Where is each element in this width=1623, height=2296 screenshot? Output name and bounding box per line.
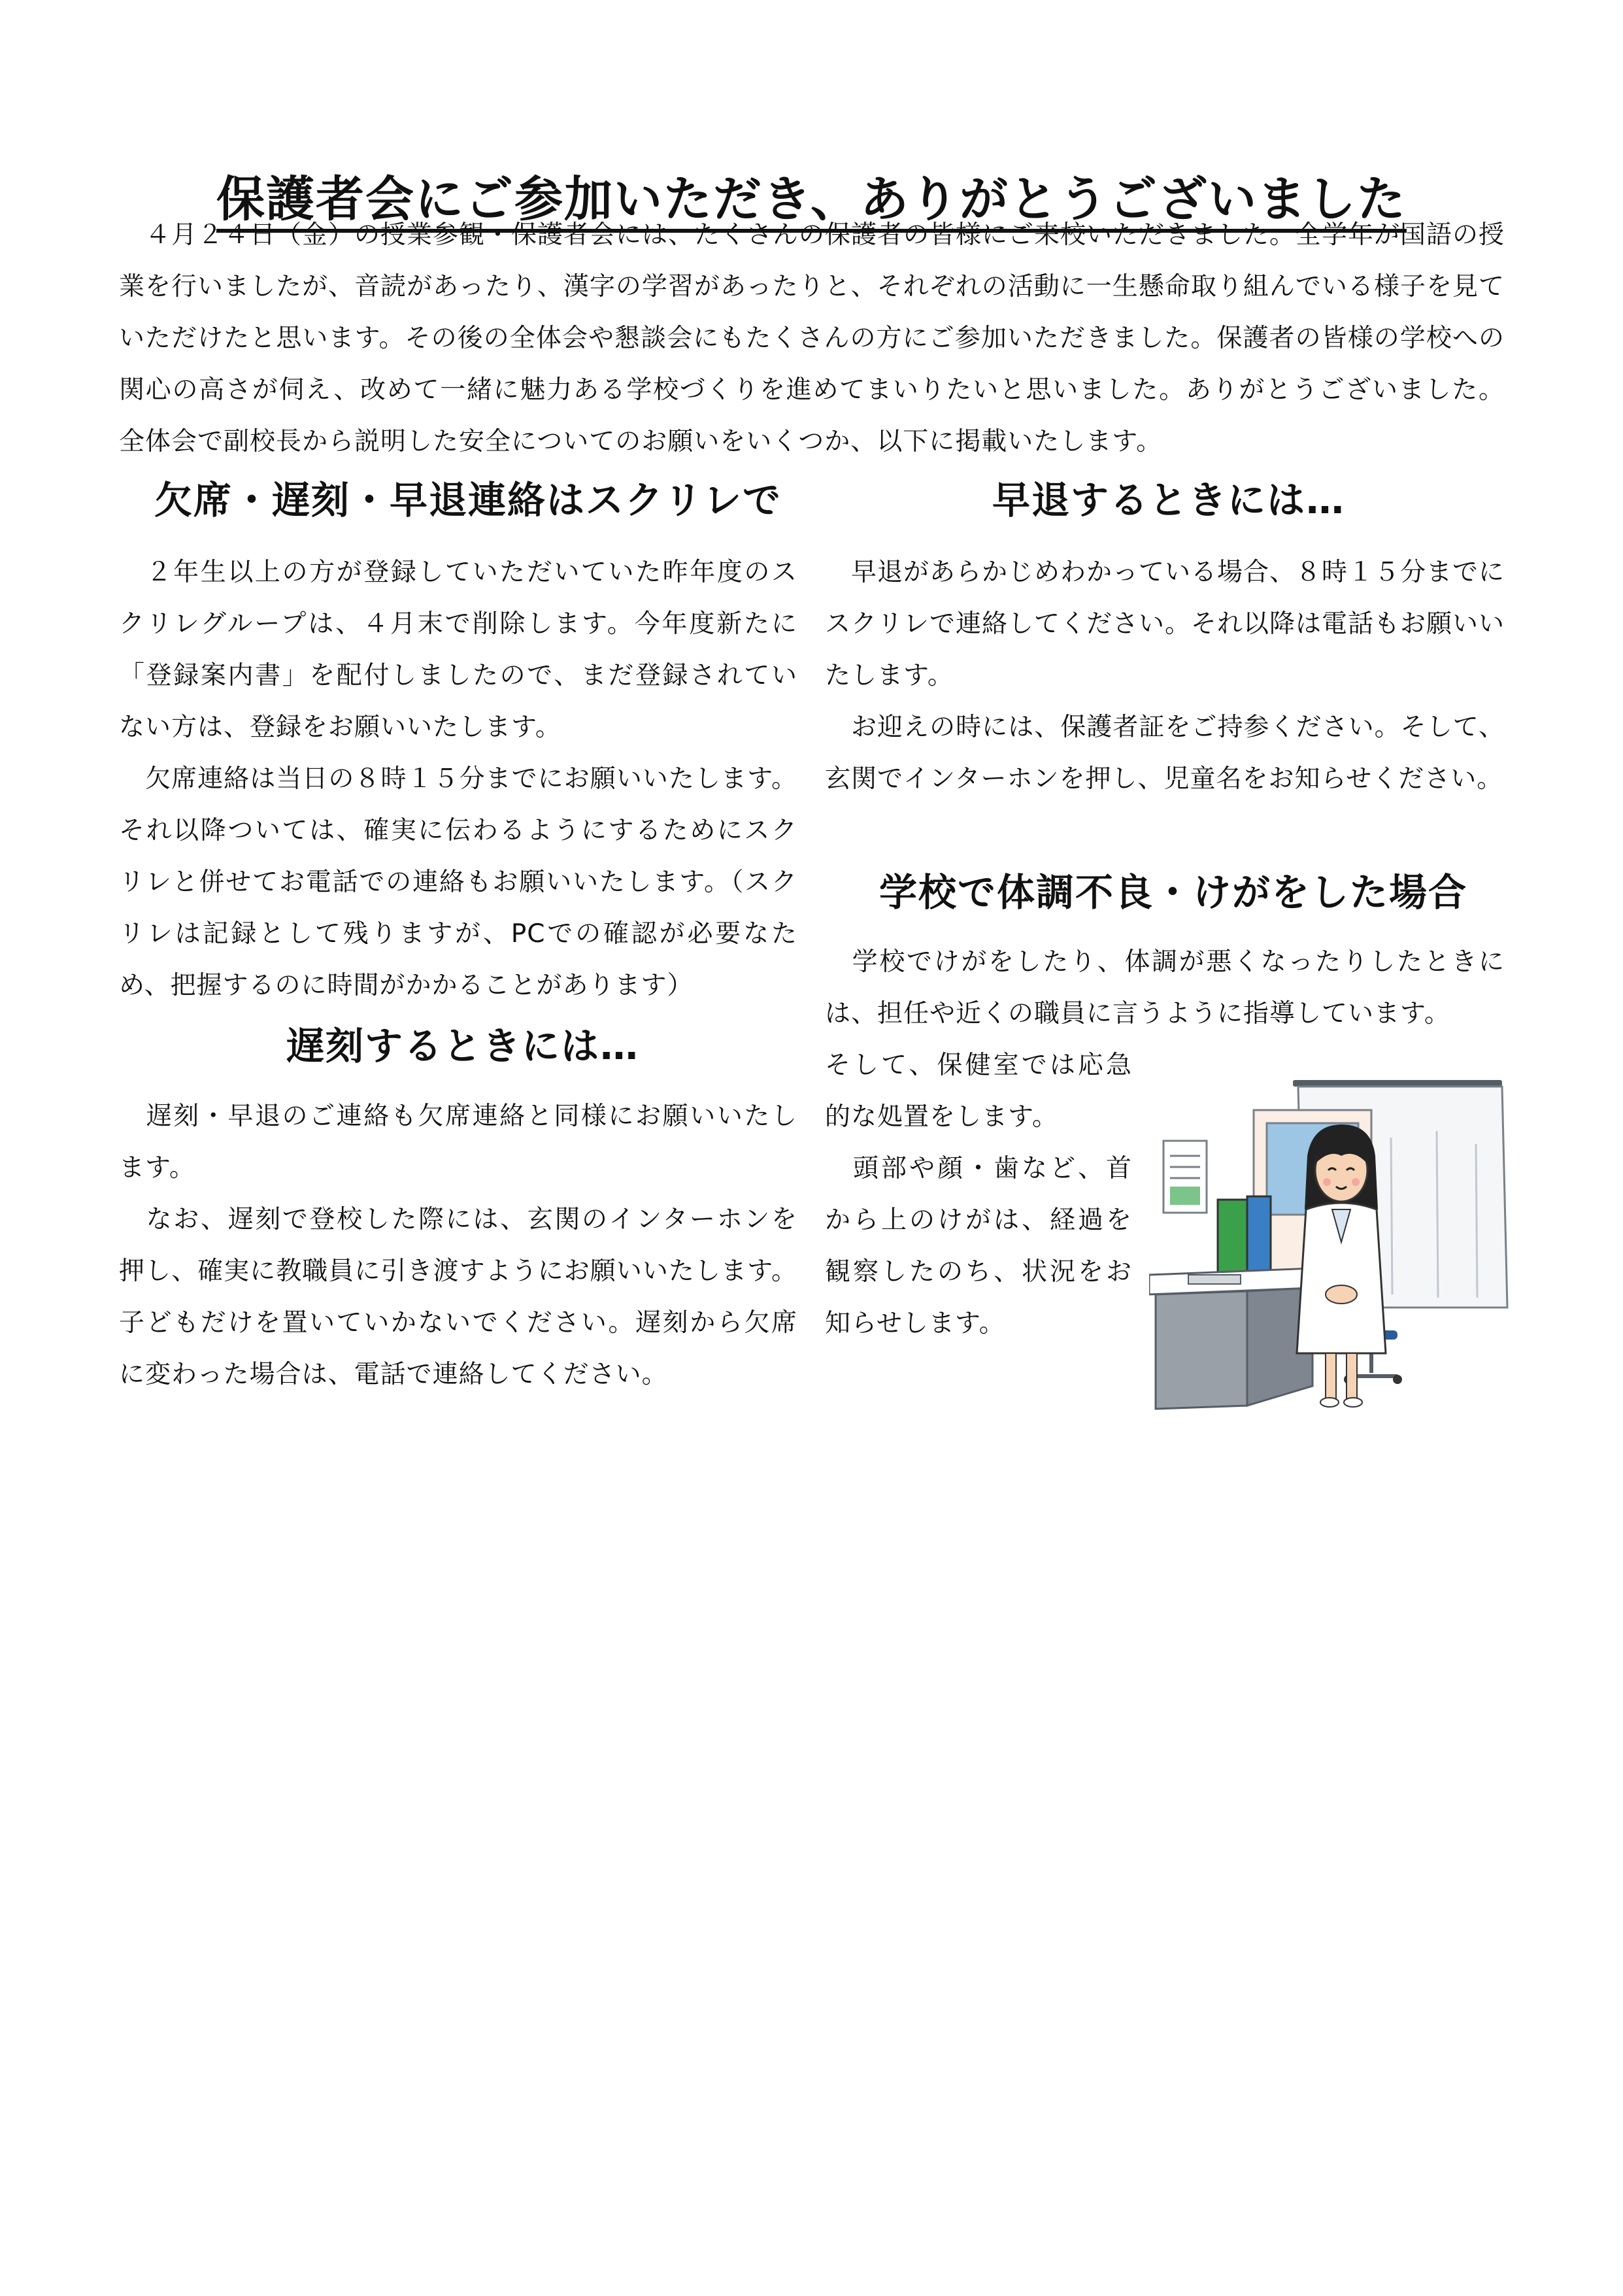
late-heading: 遅刻するときには… <box>286 1024 640 1068</box>
late-paragraph-2: なお、遅刻で登校した際には、玄関のインターホンを押し、確実に教職員に引き渡すようにお願いいたします。子どもだけを置いていかないでください。遅刻から欠席に変わった場合は、電話で連絡してください。 <box>119 1205 797 1389</box>
school-nurse-office-illustration <box>1149 1079 1515 1419</box>
blue-binder <box>1247 1196 1271 1275</box>
early-leave-paragraph-1: 早退があらかじめわかっている場合、８時１５分までにスクリレで連絡してください。それ以降は電話もお願いいたします。 <box>825 558 1505 690</box>
absence-paragraph-2: 欠席連絡は当日の８時１５分までにお願いいたします。それ以降ついては、確実に伝わるようにするためにスクリレと併せてお電話での連絡もお願いいたします。（スクリレは記録として残りますが、PCでの確認が必要なため、把握するのに時間がかかることがあります） <box>119 764 797 1000</box>
desk-front <box>1156 1291 1247 1409</box>
early-leave-heading: 早退するときには… <box>992 478 1346 522</box>
illness-paragraph-2: そして、保健室では応急的な処置をします。 <box>825 1051 1132 1132</box>
desk-paper <box>1188 1275 1241 1284</box>
intro-paragraph: ４月２４日（金）の授業参観・保護者会には、たくさんの保護者の皆様にご来校いただきました。全学年が国語の授業を行いましたが、音読があったり、漢字の学習があったりと、それぞれの活動に一生懸命取り組んでいる様子を見ていただけたと思います。その後の全体会や懇談会にもたくさんの方にご参加いただきました。保護者の皆様の学校への関心の高さが伺え、改めて一緒に魅力ある学校づくりを進めてまいりたいと思いました。ありがとうございました。全体会で副校長から説明した安全についてのお願いをいくつか、以下に掲載いたします。 <box>119 220 1505 456</box>
absence-paragraph-1: ２年生以上の方が登録していただいていた昨年度のスクリレグループは、４月末で削除します。今年度新たに「登録案内書」を配付しましたので、まだ登録されていない方は、登録をお願いいたします。 <box>119 558 797 742</box>
absence-heading: 欠席・遅刻・早退連絡はスクリレで <box>154 478 782 522</box>
page-title-text: 保護者会にご参加いただき、ありがとうございました <box>216 171 1407 233</box>
poster-graphic <box>1170 1187 1200 1205</box>
late-paragraph-1: 遅刻・早退のご連絡も欠席連絡と同様にお願いいたします。 <box>119 1102 797 1183</box>
illness-paragraph-1: 学校でけがをしたり、体調が悪くなったりしたときには、担任や近くの職員に言うように指導しています。 <box>825 947 1505 1028</box>
illness-heading: 学校で体調不良・けがをした場合 <box>879 870 1468 915</box>
early-leave-paragraph-2: お迎えの時には、保護者証をご持参ください。そして、玄関でインターホンを押し、児童名をお知らせください。 <box>825 713 1505 794</box>
illness-paragraph-3: 頭部や顔・歯など、首から上のけがは、経過を観察したのち、状況をお知らせします。 <box>825 1154 1132 1338</box>
